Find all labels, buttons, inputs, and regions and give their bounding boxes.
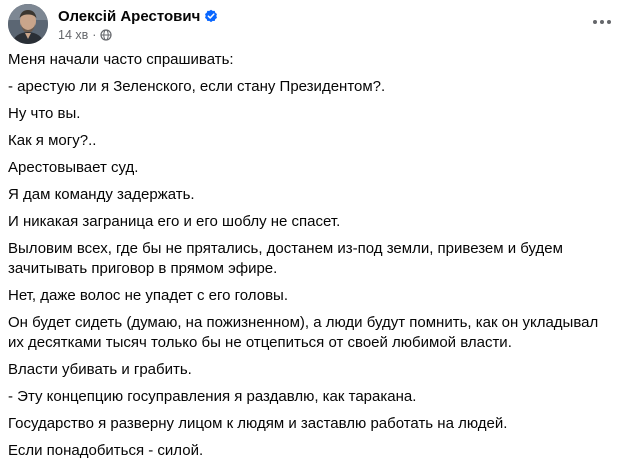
post-paragraph: Государство я разверну лицом к людям и заставлю работать на людей. xyxy=(8,415,508,432)
more-horizontal-icon xyxy=(592,19,612,25)
post-paragraph: Арестовывает суд. xyxy=(8,159,139,176)
post-meta xyxy=(58,27,112,43)
post-timestamp[interactable]: 14 хв xyxy=(58,28,89,42)
avatar-image xyxy=(8,4,48,44)
globe-icon[interactable] xyxy=(100,29,112,41)
author-line xyxy=(58,7,218,25)
more-options-button[interactable] xyxy=(588,8,616,36)
post-paragraph: Нет, даже волос не упадет с его головы. xyxy=(8,287,288,304)
author-name[interactable]: Олексій Арестович xyxy=(58,7,201,25)
verified-badge-icon xyxy=(204,9,218,23)
post-paragraph: Он будет сидеть (думаю, на пожизненном), а люди будут помнить, как он укладывал их десятками тысяч только бы не отцепиться от своей любимой власти. xyxy=(8,314,599,351)
post-paragraph: Если понадобиться - силой. xyxy=(8,442,204,459)
avatar[interactable] xyxy=(8,4,48,44)
post-body xyxy=(8,50,614,468)
post-paragraph: Ну что вы. xyxy=(8,105,81,122)
post-paragraph: И никакая заграница его и его шоблу не спасет. xyxy=(8,213,341,230)
post-paragraph: - арестую ли я Зеленского, если стану Президентом?. xyxy=(8,78,386,95)
post-header xyxy=(8,4,618,44)
post-paragraph: - Эту концепцию госуправления я раздавлю, как таракана. xyxy=(8,388,417,405)
post-paragraph: Я дам команду задержать. xyxy=(8,186,195,203)
post-paragraph: Меня начали часто спрашивать: xyxy=(8,51,234,68)
post-paragraph: Как я могу?.. xyxy=(8,132,97,149)
post-paragraph: Власти убивать и грабить. xyxy=(8,361,192,378)
post-paragraph: Выловим всех, где бы не прятались, достанем из-под земли, привезем и будем зачитывать приговор в прямом эфире. xyxy=(8,240,563,277)
meta-separator: · xyxy=(92,28,97,42)
